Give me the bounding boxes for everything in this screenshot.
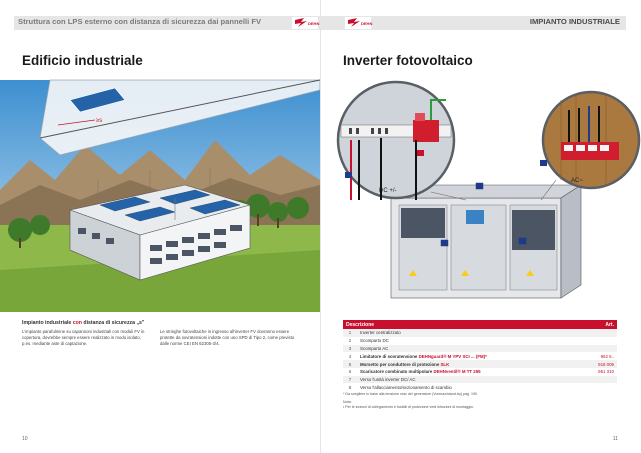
notes: Nota: • Per le sezioni di collegamento e fusibili di protezione vedi istruzioni di montaggio.	[343, 400, 474, 409]
page-title: Inverter fotovoltaico	[343, 53, 473, 68]
table-row: 5 Morsetto per conduttore di protezione SLK 918 009	[343, 360, 617, 368]
page-number: 11	[612, 436, 618, 442]
svg-text:AC~: AC~	[571, 178, 583, 184]
page-number: 10	[22, 436, 28, 442]
header-text: Struttura con LPS esterno con distanza di sicurezza dai pannelli FV	[18, 17, 262, 26]
column-header-art: Art.	[571, 320, 617, 329]
pv-inverter-illustration	[321, 80, 641, 310]
right-page	[320, 0, 640, 453]
body-text-column-1: L'impianto parafulmine su capannoni industriali con moduli FV in copertura, dovrebbe sempre essere realizzato in modo isolato, p.es. mediante aste di captazione.	[22, 329, 145, 346]
table-row: 3 Scomparto AC	[343, 345, 617, 353]
svg-text:DC +/-: DC +/-	[379, 188, 397, 194]
left-page	[0, 0, 320, 453]
body-text-column-2: Le stringhe fotovoltaiche in ingresso all'inverter FV dovranno essere protette da sovratensioni indotte con uno SPD di Tipo 2, come previsto dalle norme CEI EN 62305-3/4.	[160, 329, 295, 346]
caption-title: Impianto industriale con distanza di sicurezza „s"	[22, 320, 145, 326]
component-table	[343, 320, 617, 391]
header-bar	[14, 16, 320, 30]
table-row: 6 Scaricatore combinato multipolare DEHNventil® M TT 255 951 310	[348, 369, 614, 375]
svg-text:DEHN: DEHN	[361, 21, 373, 26]
table-row: 7 Verso l'unità inverter DC/ AC	[343, 376, 617, 384]
dehn-logo	[345, 17, 371, 29]
svg-text:DEHN: DEHN	[308, 21, 320, 26]
table-row: 2 Scomparto DC	[348, 338, 389, 344]
table-footnote: * Da scegliere in base alla tensione max del generatore (Vocmax/stand-by) pag. 190	[343, 392, 478, 396]
page-title: Edificio industriale	[22, 53, 143, 68]
dehn-logo	[292, 17, 318, 29]
table-row: 8 Verso l'allacciamento/sezionamento di scambio	[348, 384, 452, 390]
svg-text:≥s: ≥s	[96, 118, 103, 124]
table-row: 1 Inverter centralizzato	[343, 329, 617, 337]
industrial-building-illustration	[0, 80, 320, 312]
header-text: IMPIANTO INDUSTRIALE	[529, 17, 620, 26]
column-header-description: Descrizione	[343, 320, 571, 329]
table-row: 4 Limitatore di sovratensione DEHNguard® M YPV SCI ... (FM)* 952 5..	[348, 353, 614, 359]
